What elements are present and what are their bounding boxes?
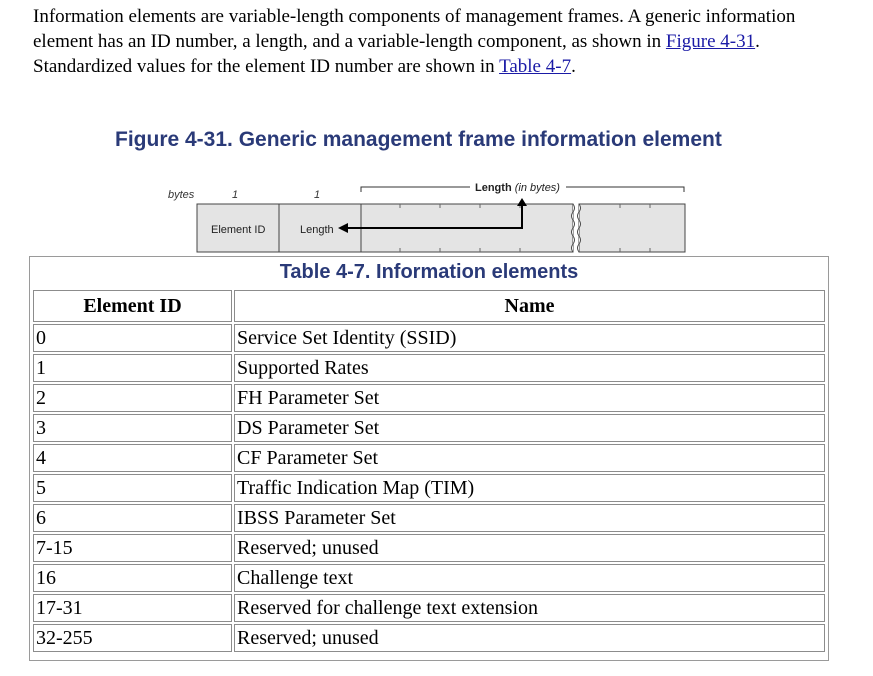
header-element-id: Element ID: [33, 290, 232, 322]
frame-diagram: [0, 176, 873, 256]
length-label: Length: [475, 182, 512, 194]
element-id-cell: 5: [33, 474, 232, 502]
element-name-cell: CF Parameter Set: [234, 444, 825, 472]
table-row: [33, 474, 825, 502]
table-header-row: [33, 290, 825, 322]
bytes-label: bytes: [168, 189, 195, 201]
table-row: [33, 624, 825, 652]
table-row: [33, 564, 825, 592]
element-name-cell: DS Parameter Set: [234, 414, 825, 442]
element-id-cell: 3: [33, 414, 232, 442]
table-row: [33, 534, 825, 562]
intro-text-3: .: [571, 56, 576, 77]
element-name-cell: Traffic Indication Map (TIM): [234, 474, 825, 502]
element-id-cell: 6: [33, 504, 232, 532]
table-row: [33, 324, 825, 352]
table-row: [33, 414, 825, 442]
element-id-cell: 32-255: [33, 624, 232, 652]
element-id-cell: 0: [33, 324, 232, 352]
element-id-cell: 7-15: [33, 534, 232, 562]
intro-paragraph: [33, 4, 823, 79]
element-id-label: Element ID: [211, 224, 266, 236]
element-name-cell: Reserved for challenge text extension: [234, 594, 825, 622]
element-id-cell: 2: [33, 384, 232, 412]
length-arrow-tip: [517, 198, 527, 206]
table-link[interactable]: Table 4-7: [499, 56, 572, 77]
element-id-cell: 17-31: [33, 594, 232, 622]
size-label-2: 1: [314, 189, 321, 201]
element-id-cell: 1: [33, 354, 232, 382]
element-name-cell: FH Parameter Set: [234, 384, 825, 412]
element-name-cell: IBSS Parameter Set: [234, 504, 825, 532]
table-row: [33, 444, 825, 472]
variable-field-right: [579, 204, 685, 252]
figure-title: Figure 4-31. Generic management frame information element: [115, 128, 722, 151]
element-name-cell: Reserved; unused: [234, 624, 825, 652]
table-row: [33, 384, 825, 412]
intro-text-1: Information elements are variable-length components of management frames. A generic information element has an ID number, a length, and a variable-length component, as shown in: [33, 6, 796, 52]
info-elements-table: [31, 288, 827, 654]
length-bracket-label: [475, 182, 560, 194]
table-title: Table 4-7. Information elements: [279, 261, 579, 283]
length-unit: (in bytes): [514, 182, 560, 194]
table-row: [33, 504, 825, 532]
length-field-label: Length: [300, 224, 334, 236]
size-label-1: 1: [232, 189, 239, 201]
figure-link[interactable]: Figure 4-31: [665, 31, 756, 52]
element-id-cell: 4: [33, 444, 232, 472]
element-id-cell: 16: [33, 564, 232, 592]
element-name-cell: Service Set Identity (SSID): [234, 324, 825, 352]
element-name-cell: Challenge text: [234, 564, 825, 592]
intro-text-2: . Standardized values for the element ID number are shown in: [33, 31, 760, 77]
header-name: Name: [234, 290, 825, 322]
element-name-cell: Supported Rates: [234, 354, 825, 382]
table-row: [33, 354, 825, 382]
element-name-cell: Reserved; unused: [234, 534, 825, 562]
info-elements-table-container: [29, 256, 829, 661]
table-row: [33, 594, 825, 622]
